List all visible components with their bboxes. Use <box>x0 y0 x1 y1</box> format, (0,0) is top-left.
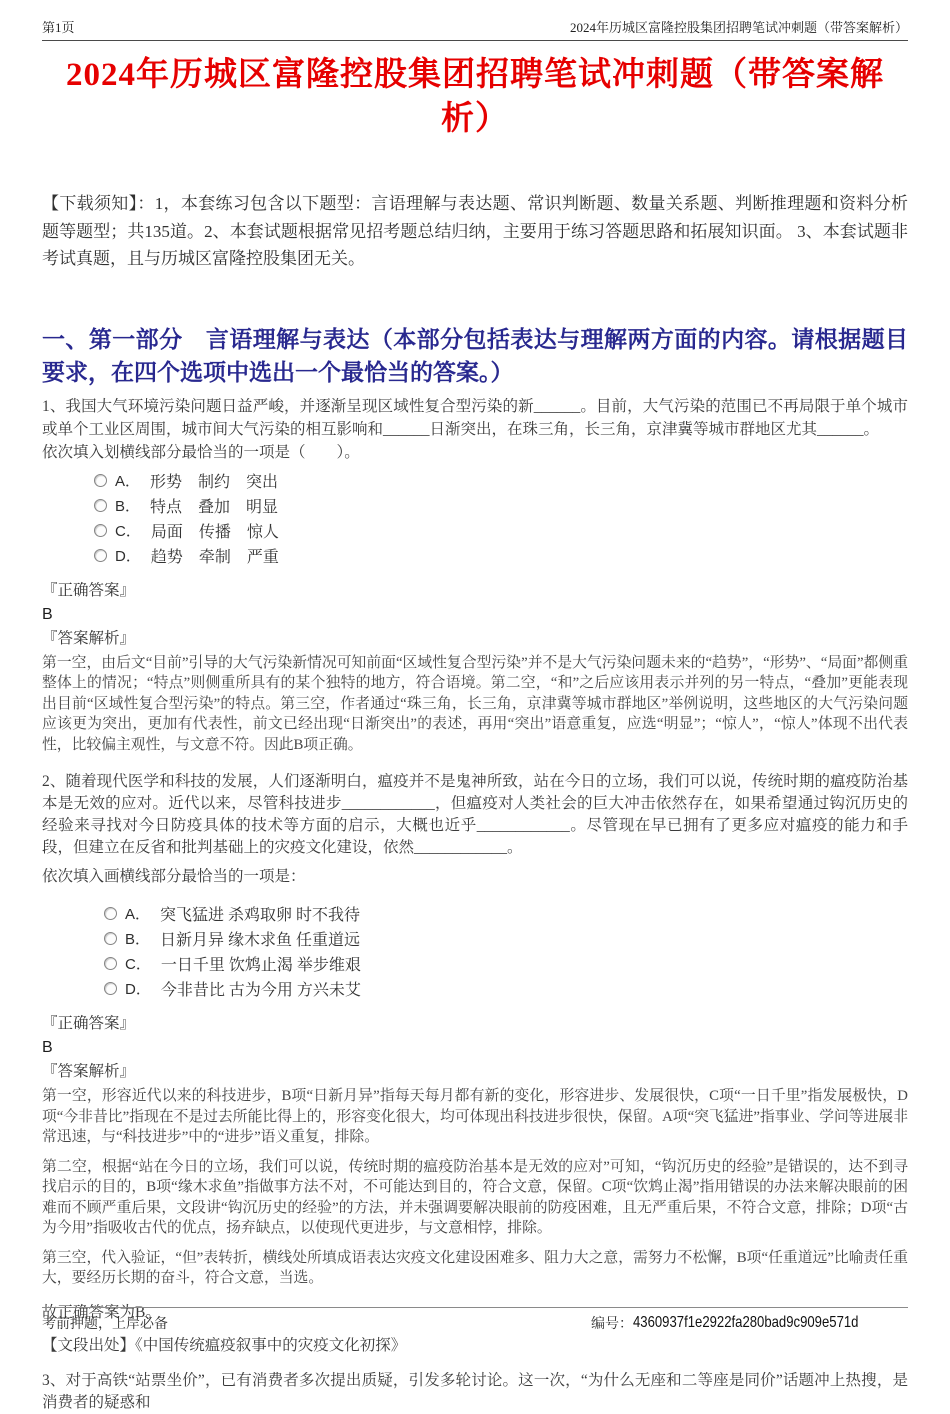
correct-answer-value: B <box>42 605 53 623</box>
option-row-c[interactable] <box>94 518 908 543</box>
footer-serial <box>591 1313 908 1333</box>
radio-button[interactable] <box>104 982 117 995</box>
analysis-paragraph: 第一空，形容近代以来的科技进步，B项“日新月异”指每天每月都有新的变化，形容进步、发展很快，C项“一日千里”指发展极快，D项“今非昔比”指现在不是过去所能比得上的，形容变化很大，均可体现出科技进步很快，保留。A项“突飞猛进”指事业、学问等进展非常迅速，与“科技进步”中的“进步”语义重复，排除。 <box>42 1088 908 1145</box>
correct-answer-label: 『正确答案』 <box>42 581 136 599</box>
option-text: 局面 传播 惊人 <box>150 523 279 541</box>
option-text: 形势 制约 突出 <box>150 473 279 491</box>
correct-answer-label: 『正确答案』 <box>42 1015 136 1032</box>
option-letter: D． <box>125 981 151 998</box>
option-letter: A． <box>115 472 141 490</box>
analysis-paragraph: 第二空，根据“站在今日的立场，我们可以说，传统时期的瘟疫防治基本是无效的应对”可知，“钩沉历史的经验”是错误的，达不到寻找启示的目的，B项“缘木求鱼”指做事方法不对，不可能达到目的，符合文意，保留。C项“饮鸩止渴”指用错误的办法来解决眼前的困难而不顾严重后果，文段讲“钩沉历史的经验”的方法，并未强调要解决眼前的防疫困难，且无严重后果，不符合文意，排除；D项“古为今用”指吸收古代的优点，扬弃缺点，以使现代更进步，与文意相悖，排除。 <box>42 1158 908 1236</box>
option-text: 突飞猛进 杀鸡取卵 时不我待 <box>160 907 361 924</box>
option-letter: B． <box>125 931 151 948</box>
radio-button[interactable] <box>94 524 107 537</box>
option-row-c[interactable] <box>104 951 908 976</box>
option-letter: D． <box>115 547 141 565</box>
option-row-b[interactable] <box>104 926 908 951</box>
serial-number: 4360937f1e2922fa280bad9c909e571d <box>633 1314 859 1331</box>
option-letter: C． <box>115 522 141 540</box>
question-2-prompt: 依次填入画横线部分最恰当的一项是： <box>42 868 306 885</box>
document-title: 2024年历城区富隆控股集团招聘笔试冲刺题（带答案解析） <box>66 57 884 137</box>
option-text: 今非昔比 古为今用 方兴未艾 <box>160 982 361 999</box>
header-doc-title: 2024年历城区富隆控股集团招聘笔试冲刺题（带答案解析） <box>569 20 908 35</box>
radio-button[interactable] <box>104 957 117 970</box>
option-row-d[interactable] <box>94 543 908 568</box>
question-3-stem: 3、对于高铁“站票坐价”，已有消费者多次提出质疑，引发多轮讨论。这一次，“为什么无座和二等座是同价”话题冲上热搜，是消费者的疑惑和 <box>42 1371 908 1411</box>
question-2 <box>42 771 908 1356</box>
correct-answer-value: B <box>42 1039 53 1056</box>
section-heading: 一、第一部分 言语理解与表达（本部分包括表达与理解两方面的内容。请根据题目要求，在四个选项中选出一个最恰当的答案。） <box>42 326 908 385</box>
question-1-options <box>94 468 908 568</box>
option-row-b[interactable] <box>94 493 908 518</box>
analysis-paragraph: 第一空，由后文“目前”引导的大气污染新情况可知前面“区域性复合型污染”并不是大气污染问题未来的“趋势”，“形势”、“局面”都侧重整体上的情况；“特点”则侧重所具有的某个独特的地方，符合语境。第二空，“和”之后应该用表示并列的另一特点，“叠加”更能表现出目前“区域性复合型污染”的特点。第三空，作者通过“珠三角，长三角，京津冀等城市群地区”举例说明，这些地区的大气污染问题应该更为突出，更加有代表性，前文已经出现“日渐突出”的表述，再用“突出”语意重复，应选“明显”；“惊人”，“惊人”体现不出代表性，比较偏主观性，与文意不符。因此B项正确。 <box>42 654 908 753</box>
passage-source: 【文段出处】《中国传统瘟疫叙事中的灾疫文化初探》 <box>42 1336 407 1354</box>
option-text: 日新月异 缘木求鱼 任重道远 <box>160 932 361 949</box>
option-row-a[interactable] <box>104 901 908 926</box>
option-row-d[interactable] <box>104 976 908 1001</box>
option-text: 趋势 牵制 严重 <box>150 548 279 566</box>
option-letter: C． <box>125 956 151 973</box>
analysis-label: 『答案解析』 <box>42 629 136 647</box>
radio-button[interactable] <box>104 932 117 945</box>
answer-conclusion: 故正确答案为B。 <box>42 1303 161 1321</box>
question-1-prompt: 依次填入划横线部分最恰当的一项是（ ）。 <box>42 443 360 461</box>
question-2-options <box>104 901 908 1001</box>
option-letter: A． <box>125 906 151 923</box>
download-notice: 【下载须知】：1，本套练习包含以下题型：言语理解与表达题、常识判断题、数量关系题、判断推理题和资料分析题等题型；共135道。2、本套试题根据常见招考题总结归纳，主要用于练习答题思路和拓展知识面。 3、本套试题非考试真题，且与历城区富隆控股集团无关。 <box>42 194 908 268</box>
radio-button[interactable] <box>94 474 107 487</box>
page-footer <box>42 1307 908 1333</box>
option-row-a[interactable] <box>94 468 908 493</box>
question-1 <box>42 395 908 756</box>
page-header <box>42 0 908 41</box>
option-letter: B． <box>115 497 141 515</box>
radio-button[interactable] <box>104 907 117 920</box>
question-2-stem: 2、随着现代医学和科技的发展，人们逐渐明白，瘟疫并不是鬼神所致，站在今日的立场，我们可以说，传统时期的瘟疫防治基本是无效的应对。近代以来，尽管科技进步____________，但瘟疫对人类社会的巨大冲击依然存在，如果希望通过钩沉历史的经验来寻找对今日防疫具体的技术等方面的启示，大概也近乎____________。尽管现在早已拥有了更多应对瘟疫的能力和手段，但建立在反省和批判基础上的灾疫文化建设，依然____________。 <box>42 773 908 856</box>
question-1-stem: 1、我国大气环境污染问题日益严峻，并逐渐呈现区域性复合型污染的新______。目前，大气污染的范围已不再局限于单个城市或单个工业区周围，城市间大气污染的相互影响和______日渐突出，在珠三角，长三角，京津冀等城市群地区尤其______。 <box>42 397 908 438</box>
footer-slogan: 考前押题，上岸必备 <box>42 1317 168 1332</box>
radio-button[interactable] <box>94 549 107 562</box>
option-text: 特点 叠加 明显 <box>150 498 279 516</box>
option-text: 一日千里 饮鸩止渴 举步维艰 <box>160 957 361 974</box>
radio-button[interactable] <box>94 499 107 512</box>
serial-label: 编号： <box>591 1317 634 1332</box>
analysis-label: 『答案解析』 <box>42 1063 136 1080</box>
analysis-paragraph: 第三空，代入验证，“但”表转折，横线处所填成语表达灾疫文化建设困难多、阻力大之意，需努力不松懈，B项“任重道远”比喻责任重大，要经历长期的奋斗，符合文意，当选。 <box>42 1249 908 1286</box>
header-page-number: 第1页 <box>42 20 75 35</box>
